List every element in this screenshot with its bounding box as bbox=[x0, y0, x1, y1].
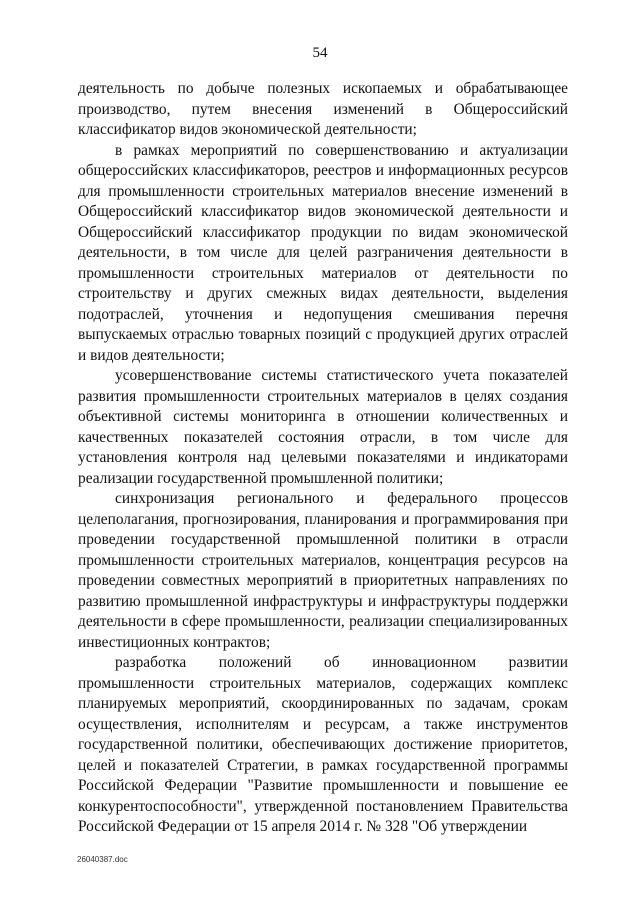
paragraph-4: синхронизация регионального и федерального процессов целеполагания, прогнозирования, планирования и программирования при проведении государственной промышленной политики в отрасли промышленности строительных материалов, концентрация ресурсов на проведении совместных мероприятий в приоритетных направлениях по развитию промышленной инфраструктуры и инфраструктуры поддержки деятельности в сфере промышленности, реализации специализированных инвестиционных контрактов; bbox=[78, 490, 568, 651]
paragraph-3: усовершенствование системы статистического учета показателей развития промышленности строительных материалов в целях создания объективной системы мониторинга в отношении количественных и качественных показателей состояния отрасли, в том числе для установления контроля над целевыми показателями и индикаторами реализации государственной промышленной политики; bbox=[78, 367, 568, 487]
paragraph-2: в рамках мероприятий по совершенствованию и актуализации общероссийских классификаторов, реестров и информационных ресурсов для промышленности строительных материалов внесение изменений в Общероссийский классификатор видов экономической деятельности и Общероссийский классификатор продукции по видам экономической деятельности, в том числе для целей разграничения деятельности в промышленности строительных материалов от деятельности по строительству и других смежных видах деятельности, выделения подотраслей, уточнения и недопущения смешивания перечня выпускаемых отраслью товарных позиций с продукцией других отраслей и видов деятельности; bbox=[78, 141, 568, 364]
page-number: 54 bbox=[312, 45, 328, 61]
footer-document-id: 26040387.doc bbox=[77, 855, 128, 864]
paragraph-1: деятельность по добыче полезных ископаемых и обрабатывающее производство, путем внесения изменений в Общероссийский классификатор видов экономической деятельности; bbox=[78, 80, 568, 138]
paragraph-5: разработка положений об инновационном развитии промышленности строительных материалов, содержащих комплекс планируемых мероприятий, скоординированных по задачам, срокам осуществления, исполнителям и ресурсам, а также инструментов государственной политики, обеспечивающих достижение приоритетов, целей и показателей Стратегии, в рамках государственной программы Российской Федерации "Развитие промышленности и повышение ее конкурентоспособности", утвержденной постановлением Правительства Российской Федерации от 15 апреля 2014 г. № 328 "Об утверждении bbox=[78, 654, 568, 835]
document-body bbox=[78, 79, 568, 838]
